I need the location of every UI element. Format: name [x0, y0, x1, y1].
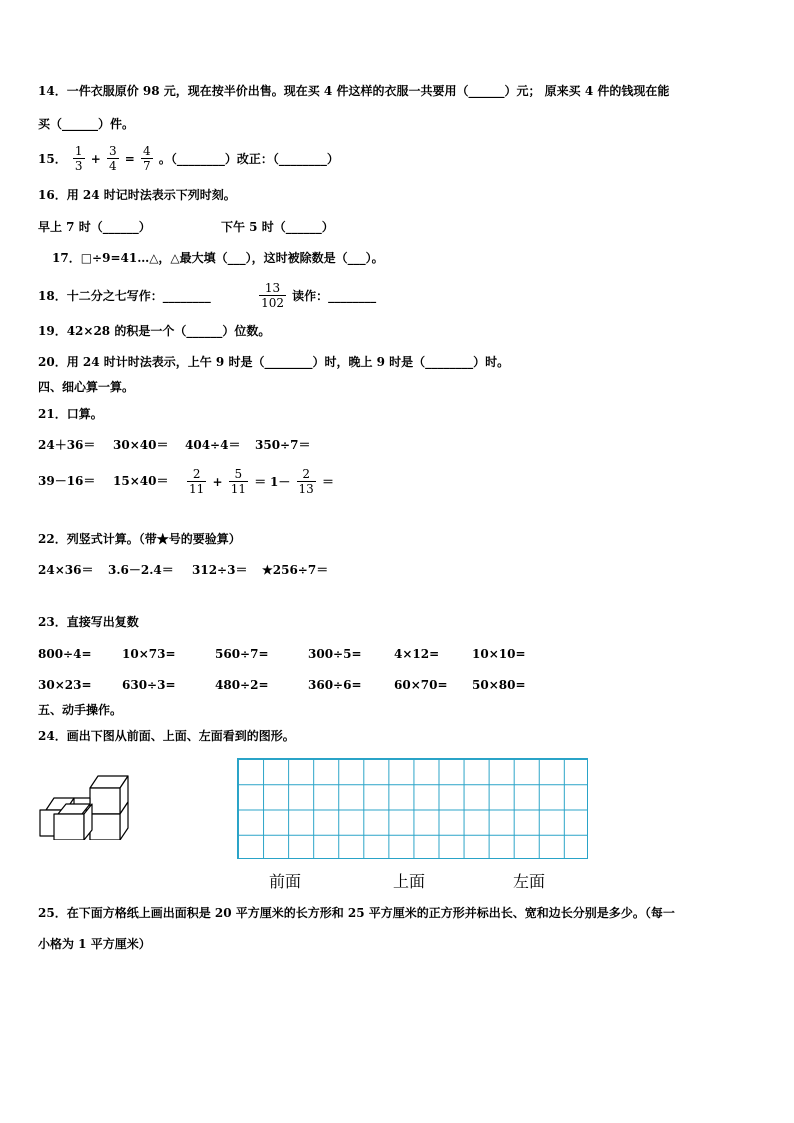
q21-r2c-fraction-2: $\frac{5}{11}$ [230, 467, 246, 496]
section-5-title: 五、动手操作。 [38, 703, 123, 717]
q15-rest: 。（________）改正：（________） [158, 151, 339, 166]
label-front: 前面 [269, 872, 302, 891]
q21-r2-a: 39－16＝ [38, 474, 96, 488]
q21-r1-d: 350÷7＝ [255, 438, 311, 452]
q18-part-b: 读作：________ [292, 288, 377, 303]
q23-r1-2: 10×73= [122, 647, 176, 661]
q21-r2c-fraction-1: $\frac{2}{11}$ [189, 467, 205, 496]
q23-r1-4: 300÷5= [308, 647, 362, 661]
q23-r2-6: 50×80= [472, 678, 526, 692]
q19-text: 19．42×28 的积是一个（______）位数。 [38, 324, 271, 338]
q15-fraction-1: $\frac{1}{3}$ [74, 144, 83, 173]
cube-right-lower-front [90, 814, 120, 840]
q18-line [38, 277, 376, 314]
q23-r2-4: 360÷6= [308, 678, 362, 692]
q16-title: 16．用 24 时记时法表示下列时刻。 [38, 188, 236, 202]
q21-r1-c: 404÷4＝ [185, 438, 241, 452]
q21-r2d-one: 1－ [270, 474, 291, 489]
q23-r1-1: 800÷4= [38, 647, 92, 661]
q25-line2: 小格为 1 平方厘米） [38, 937, 151, 951]
q23-r2-5: 60×70= [394, 678, 448, 692]
q23-r1-6: 10×10= [472, 647, 526, 661]
q23-r2-3: 480÷2= [215, 678, 269, 692]
q22-item-1: 24×36＝ [38, 563, 94, 577]
q17-text: 17．□÷9=41…△，△最大填（___），这时被除数是（___）。 [52, 251, 384, 265]
q21-r2-b: 15×40＝ [113, 474, 169, 488]
q16-item-a: 早上 7 时（______） [38, 220, 151, 234]
q23-r1-5: 4×12= [394, 647, 440, 661]
q23-r2-1: 30×23= [38, 678, 92, 692]
q22-item-2: 3.6－2.4＝ [108, 563, 174, 577]
q24-title: 24．画出下图从前面、上面、左面看到的图形。 [38, 729, 295, 743]
q15-line [38, 142, 339, 175]
q14-line1: 14．一件衣服原价 98 元，现在按半价出售。现在买 4 件这样的衣服一共要用（______）元； 原来买 4 件的钱现在能 [38, 84, 670, 98]
q16-item-b: 下午 5 时（______） [221, 220, 334, 234]
label-top: 上面 [393, 872, 426, 891]
q14-line2: 买（______）件。 [38, 117, 135, 131]
q15-equals: = [124, 151, 135, 166]
drawing-grid[interactable] [237, 758, 588, 859]
q23-title: 23．直接写出复数 [38, 615, 139, 629]
label-left: 左面 [513, 872, 546, 891]
q21-r2-d [270, 464, 334, 499]
q21-title: 21．口算。 [38, 407, 103, 421]
stacked-cubes-figure [36, 772, 132, 840]
q23-r1-3: 560÷7= [215, 647, 269, 661]
q25-line1: 25．在下面方格纸上画出面积是 20 平方厘米的长方形和 25 平方厘米的正方形并标出长、宽和边长分别是多少。（每一 [38, 906, 675, 920]
q15-num: 15． [38, 151, 67, 166]
q21-r1-b: 30×40＝ [113, 438, 169, 452]
q15-fraction-2: $\frac{3}{4}$ [108, 144, 117, 173]
q18-fraction: $\frac{13}{102}$ [261, 281, 284, 310]
q21-r2d-equals: ＝ [322, 474, 335, 489]
q23-r2-2: 630÷3= [122, 678, 176, 692]
q22-item-3: 312÷3＝ [192, 563, 248, 577]
q15-fraction-3: $\frac{4}{7}$ [143, 144, 151, 173]
q21-r2d-fraction: $\frac{2}{13}$ [298, 467, 314, 496]
cube-front-front [54, 814, 84, 840]
q21-r2c-equals: ＝ [254, 474, 267, 489]
q15-plus: + [90, 151, 101, 166]
q21-r2c-plus: + [212, 474, 223, 489]
q18-part-a: 18．十二分之七写作：________ [38, 288, 211, 303]
cube-top-upper-front [90, 788, 120, 814]
q20-text: 20．用 24 时计时法表示，上午 9 时是（________）时，晚上 9 时是（________）时。 [38, 355, 510, 369]
q21-r2-c [185, 464, 266, 499]
q22-item-4: ★256÷7＝ [262, 563, 329, 577]
q21-r1-a: 24＋36＝ [38, 438, 96, 452]
q22-title: 22．列竖式计算。（带★号的要验算） [38, 532, 241, 546]
section-4-title: 四、细心算一算。 [38, 380, 135, 394]
